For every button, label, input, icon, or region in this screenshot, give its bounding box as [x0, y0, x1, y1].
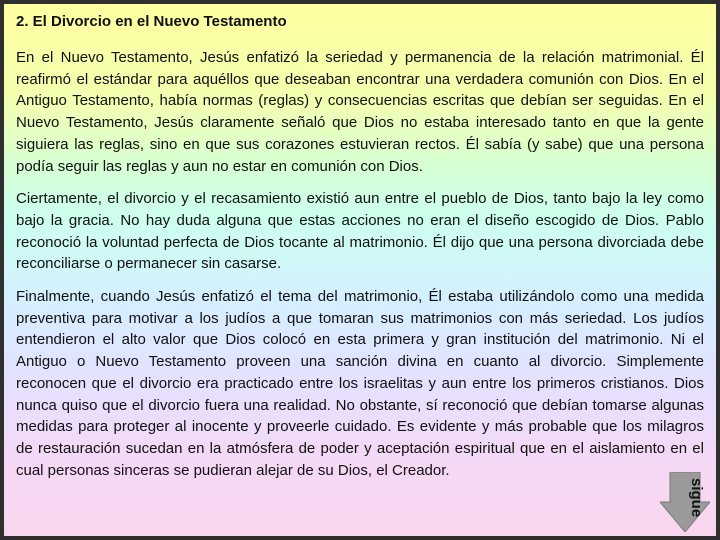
next-slide-button[interactable] — [660, 472, 710, 532]
paragraph-1: En el Nuevo Testamento, Jesús enfatizó la seriedad y permanencia de la relación matrimonial. Él reafirmó el estándar para aquéllos que deseaban encontrar una verdadera comunión con Dios. En el Antiguo Testamento, había normas (reglas) y consecuencias escritas que debían ser seguidas. En el Nuevo Testamento, Jesús claramente señaló que Dios no estaba interesado tanto en que la gente siguiera las reglas, sino en que sus corazones estuvieran rectos. Él sabía (y sabe) que una persona podía seguir las reglas y aun no estar en comunión con Dios. — [16, 49, 704, 175]
paragraph-3: Finalmente, cuando Jesús enfatizó el tema del matrimonio, Él estaba utilizándolo como una medida preventiva para motivar a los judíos a que tomaran sus matrimonios con más seriedad. Los judíos entendieron el alto valor que Dios colocó en esta primera y gran institución del matrimonio. Ni el Antiguo o Nuevo Testamento proveen una sanción divina en cuanto al divorcio. Simplemente reconocen que el divorcio era practicado entre los israelitas y aun entre los primeros cristianos. Dios nunca quiso que el divorcio fuera una realidad. No obstante, sí reconoció que debían tomarse algunas medidas para proteger al inocente y proveerle cuidado. Es evidente y más probable que los milagros de restauración sucedan en la atmósfera de poder y aceptación espiritual que en el aislamiento en el cual personas sinceras se pudieran alejar de su Dios, el Creador. — [16, 288, 704, 479]
slide-body — [16, 47, 704, 492]
next-slide-label: sigue — [688, 478, 705, 518]
slide-title: 2. El Divorcio en el Nuevo Testamento — [16, 13, 287, 30]
paragraph-2: Ciertamente, el divorcio y el recasamiento existió aun entre el pueblo de Dios, tanto bajo la ley como bajo la gracia. No hay duda alguna que estas acciones no eran el diseño escogido de Dios. Pablo reconoció la voluntad perfecta de Dios tocante al matrimonio. Él dijo que una persona divorciada debe reconciliarse o permanecer sin casarse. — [16, 190, 704, 273]
